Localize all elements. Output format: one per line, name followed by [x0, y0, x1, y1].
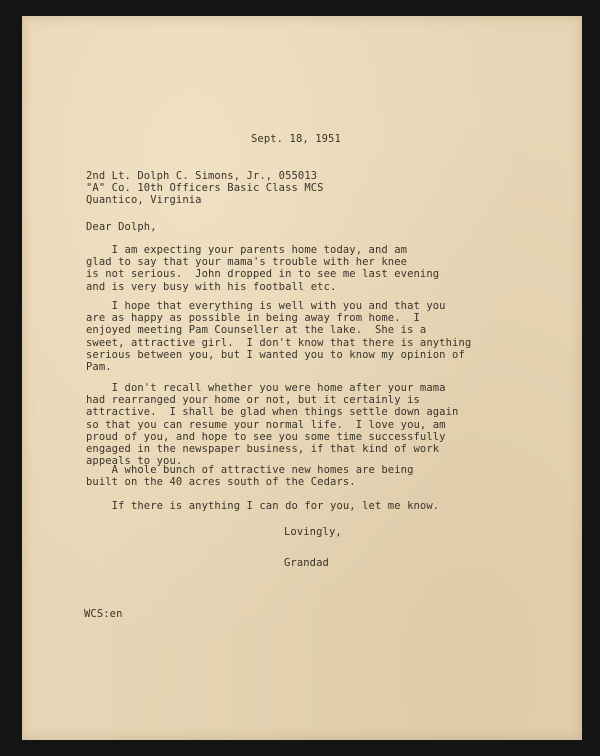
closing: Lovingly, — [284, 526, 342, 538]
paragraph-line: engaged in the newspaper business, if that kind of work — [86, 443, 440, 456]
paragraph-line: I hope that everything is well with you and that you — [86, 300, 446, 312]
letter-date: Sept. 18, 1951 — [251, 133, 341, 145]
paragraph-line: Pam. — [86, 361, 112, 374]
address-line: "A" Co. 10th Officers Basic Class MCS — [86, 182, 324, 195]
paragraph-line: and is very busy with his football etc. — [86, 280, 337, 293]
paragraph — [86, 464, 414, 488]
paragraph-line: I am expecting your parents home today, and am — [86, 244, 408, 256]
paragraph-line: attractive. I shall be glad when things settle down again — [86, 406, 459, 419]
paragraph-line: enjoyed meeting Pam Counseller at the lake. She is a — [86, 324, 427, 337]
address-line: 2nd Lt. Dolph C. Simons, Jr., 055013 — [86, 170, 318, 182]
paragraph-line: so that you can resume your normal life. I love you, am — [86, 418, 446, 431]
typist-initials: WCS:en — [84, 608, 123, 620]
paragraph-line: is not serious. John dropped in to see me last evening — [86, 268, 440, 281]
paragraph-line: appeals to you. — [86, 455, 183, 468]
paragraph-line: I don't recall whether you were home after your mama — [86, 382, 446, 394]
address-line: Quantico, Virginia — [86, 194, 202, 207]
paragraph — [86, 382, 458, 467]
paragraph-line: sweet, attractive girl. I don't know that there is anything — [86, 336, 472, 349]
signature: Grandad — [284, 557, 329, 569]
paragraph — [86, 244, 439, 293]
salutation: Dear Dolph, — [86, 221, 157, 233]
paragraph-line: proud of you, and hope to see you some time successfully — [86, 430, 446, 443]
paragraph-line: are as happy as possible in being away from home. I — [86, 312, 420, 325]
paragraph-line: built on the 40 acres south of the Cedars. — [86, 476, 356, 489]
paragraph — [86, 300, 471, 373]
paragraph-line: serious between you, but I wanted you to know my opinion of — [86, 348, 465, 361]
paragraph-line: A whole bunch of attractive new homes are being — [86, 464, 414, 476]
paragraph-line: had rearranged your home or not, but it certainly is — [86, 394, 420, 407]
recipient-address — [86, 170, 324, 207]
paragraph — [86, 500, 439, 512]
letter-page — [22, 16, 582, 740]
paragraph-line: glad to say that your mama's trouble with her knee — [86, 256, 408, 269]
paragraph-line: If there is anything I can do for you, let me know. — [86, 500, 440, 512]
